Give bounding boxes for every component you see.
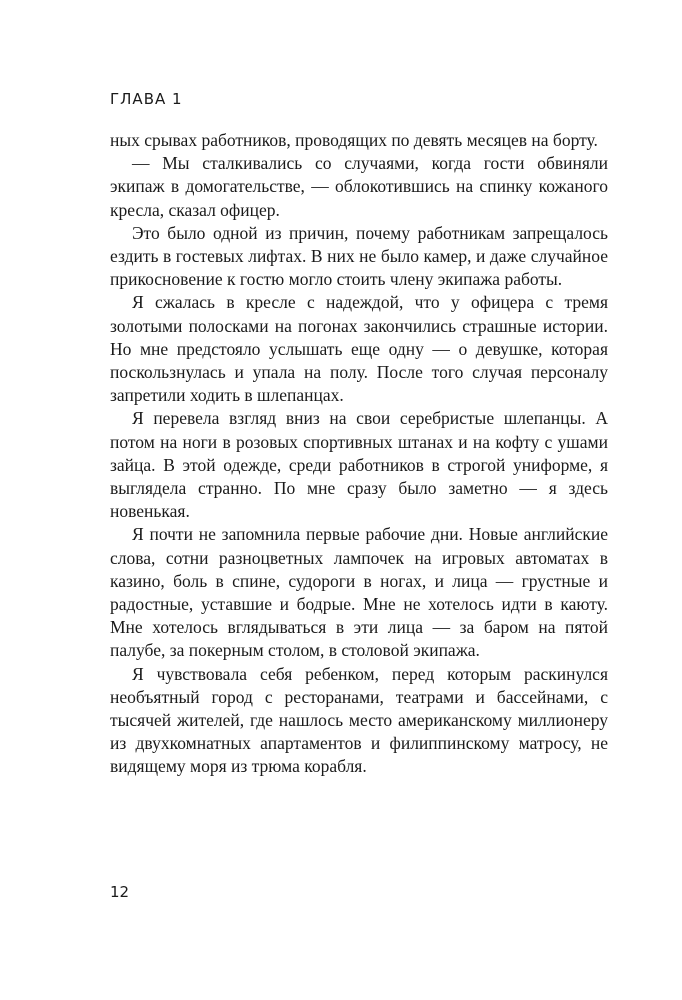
running-head: ГЛАВА 1 xyxy=(110,90,183,108)
paragraph-continued: ных срывах работников, проводящих по девять месяцев на борту. xyxy=(110,130,598,150)
paragraph: — Мы сталкивались со случаями, когда гости обвиняли экипаж в домогательстве, — облокотившись на спинку кожаного кресла, сказал офицер. xyxy=(110,153,608,220)
paragraph: Я почти не запомнила первые рабочие дни. Новые английские слова, сотни разноцветных лампочек на игровых автоматах в казино, боль в спине, судороги в ногах, и лица — грустные и радостные, уставшие и бодрые. Мне не хотелось идти в каюту. Мне хотелось вглядываться в эти лица — за баром на пятой палубе, за покерным столом, в столовой экипажа. xyxy=(110,524,608,661)
paragraph: Я чувствовала себя ребенком, перед которым раскинулся необъятный город с ресторанами, театрами и бассейнами, с тысячей жителей, где нашлось место американскому миллионеру из двухкомнатных апартаментов и филиппинскому матросу, не видящему моря из трюма корабля. xyxy=(110,663,608,777)
text-block xyxy=(110,129,608,779)
paragraph: Я сжалась в кресле с надеждой, что у офицера с тремя золотыми полосками на погонах закончились страшные истории. Но мне предстояло услышать еще одну — о девушке, которая поскользнулась и упала на полу. После того случая персоналу запретили ходить в шлепанцах. xyxy=(110,292,608,406)
paragraph: Я перевела взгляд вниз на свои серебристые шлепанцы. А потом на ноги в розовых спортивных штанах и на кофту с ушами зайца. В этой одежде, среди работников в строгой униформе, я выглядела странно. По мне сразу было заметно — я здесь новенькая. xyxy=(110,408,608,522)
page-number: 12 xyxy=(110,883,130,901)
paragraph: Это было одной из причин, почему работникам запрещалось ездить в гостевых лифтах. В них не было камер, и даже случайное прикосновение к гостю могло стоить члену экипажа работы. xyxy=(110,222,608,290)
